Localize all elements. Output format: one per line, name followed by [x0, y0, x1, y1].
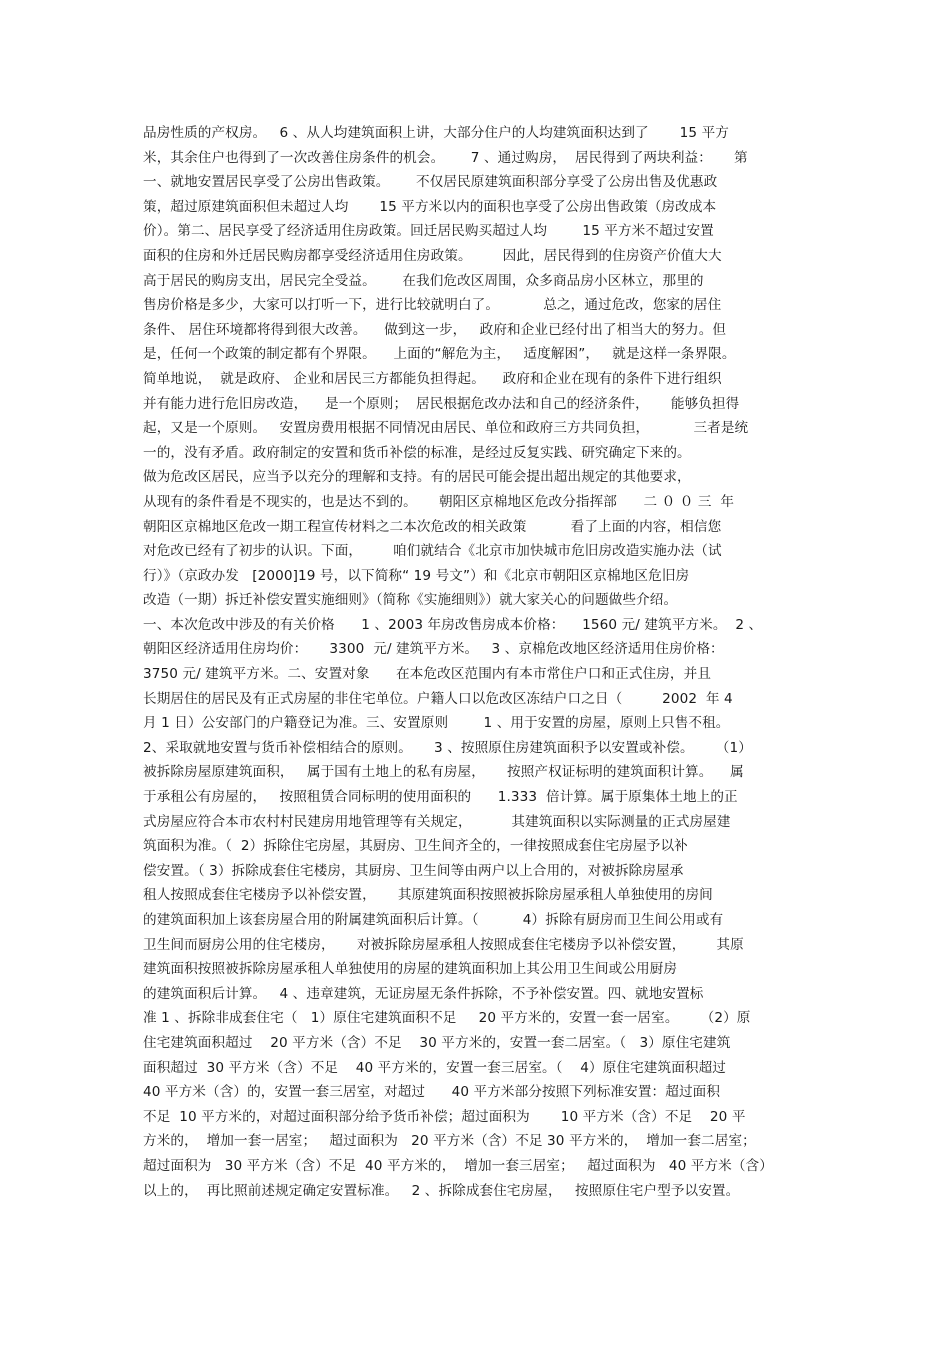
text-line: 品房性质的产权房。 6 、从人均建筑面积上讲，大部分住户的人均建筑面积达到了 15 平方: [143, 125, 729, 141]
text-line: 3750 元/ 建筑平方米。二、安置对象 在本危改区范围内有本市常住户口和正式住房，并且: [143, 666, 712, 683]
text-line: 改造（一期）拆迁补偿安置实施细则》（简称《实施细则》）就大家关心的问题做些介绍。: [143, 592, 678, 609]
text-line: 简单地说， 就是政府、 企业和居民三方都能负担得起。 政府和企业在现有的条件下进行组织: [143, 370, 722, 387]
text-line: 筑面积为准。（ 2）拆除住宅房屋，其厨房、卫生间齐全的，一律按照成套住宅房屋予以补: [143, 838, 688, 855]
text-line: 从现有的条件看是不现实的，也是达不到的。 朝阳区京棉地区危改分指挥部 二 ０ ０ 三 年: [143, 493, 735, 510]
text-line: 策，超过原建筑面积但未超过人均 15 平方米以内的面积也享受了公房出售政策（房改成本: [143, 198, 717, 215]
text-line: 朝阳区京棉地区危改一期工程宣传材料之二本次危改的相关政策 看了上面的内容，相信您: [143, 518, 722, 535]
text-line: 做为危改区居民，应当予以充分的理解和支持。有的居民可能会提出超出规定的其他要求，: [143, 469, 691, 486]
text-line: 一、就地安置居民享受了公房出售政策。 不仅居民原建筑面积部分享受了公房出售及优惠政: [143, 174, 718, 191]
text-line: 长期居住的居民及有正式房屋的非住宅单位。户籍人口以危改区冻结户口之日（ 2002 年 4: [143, 690, 733, 707]
text-line: 于承租公有房屋的， 按照租赁合同标明的使用面积的 1.333 倍计算。属于原集体土地上的正: [143, 789, 738, 806]
text-line: 起，又是一个原则。 安置房费用根据不同情况由居民、单位和政府三方共同负担， 三者是统: [143, 420, 749, 437]
text-line: 住宅建筑面积超过 20 平方米（含）不足 30 平方米的，安置一套二居室。（ 3）原住宅建筑: [143, 1034, 731, 1051]
text-line: 的建筑面积加上该套房屋合用的附属建筑面积后计算。（ 4）拆除有厨房而卫生间公用或有: [143, 912, 724, 928]
text-line: 行）》（京政办发 [2000]19 号，以下简称“ 19 号文”）和《北京市朝阳区京棉地区危旧房: [143, 567, 690, 584]
text-line: 2、采取就地安置与货币补偿相结合的原则。 3 、按照原住房建筑面积予以安置或补偿。 （1）: [143, 739, 752, 756]
text-line: 方米的， 增加一套一居室； 超过面积为 20 平方米（含）不足 30 平方米的， 增加一套二居室；: [143, 1133, 756, 1150]
text-line: 超过面积为 30 平方米（含）不足 40 平方米的， 增加一套三居室； 超过面积为 40 平方米（含）: [143, 1157, 773, 1174]
body-text: [143, 121, 808, 1203]
text-line: 建筑面积按照被拆除房屋承租人单独使用的房屋的建筑面积加上其公用卫生间或公用厨房: [143, 961, 678, 978]
text-line: 一的，没有矛盾。政府制定的安置和货币补偿的标准，是经过反复实践、研究确定下来的。: [143, 444, 691, 461]
text-line: 面积的住房和外迁居民购房都享受经济适用住房政策。 因此，居民得到的住房资产价值大大: [143, 247, 722, 264]
text-line: 准 1 、拆除非成套住宅（ 1）原住宅建筑面积不足 20 平方米的，安置一套一居室。 （2）原: [143, 1010, 751, 1027]
text-line: 面积超过 30 平方米（含）不足 40 平方米的，安置一套三居室。（ 4）原住宅建筑面积超过: [143, 1059, 726, 1076]
text-line: 月 1 日）公安部门的户籍登记为准。三、安置原则 1 、用于安置的房屋，原则上只售不租。: [143, 715, 730, 732]
text-line: 以上的， 再比照前述规定确定安置标准。 2 、拆除成套住宅房屋， 按照原住宅户型予以安置。: [143, 1182, 740, 1199]
text-line: 式房屋应符合本市农村村民建房用地管理等有关规定， 其建筑面积以实际测量的正式房屋建: [143, 813, 731, 830]
text-line: 售房价格是多少，大家可以打听一下，进行比较就明白了。 总之，通过危改，您家的居住: [143, 297, 722, 314]
text-line: 高于居民的购房支出，居民完全受益。 在我们危改区周围，众多商品房小区林立，那里的: [143, 272, 704, 289]
text-line: 条件、 居住环境都将得到很大改善。 做到这一步， 政府和企业已经付出了相当大的努力。但: [143, 321, 727, 338]
text-line: 租人按照成套住宅楼房予以补偿安置， 其原建筑面积按照被拆除房屋承租人单独使用的房间: [143, 887, 713, 904]
text-line: 卫生间而厨房公用的住宅楼房， 对被拆除房屋承租人按照成套住宅楼房予以补偿安置， 其原: [143, 936, 744, 953]
text-line: 不足 10 平方米的，对超过面积部分给予货币补偿；超过面积为 10 平方米（含）不足 20 平: [143, 1108, 746, 1125]
text-line: 的建筑面积后计算。 4 、违章建筑，无证房屋无条件拆除，不予补偿安置。四、就地安置标: [143, 985, 704, 1002]
text-line: 价）。第二、居民享受了经济适用住房政策。回迁居民购买超过人均 15 平方米不超过安置: [143, 223, 714, 240]
text-line: 朝阳区经济适用住房均价： 3300 元/ 建筑平方米。 3 、京棉危改地区经济适用住房价格：: [143, 641, 724, 658]
text-line: 40 平方米（含）的，安置一套三居室，对超过 40 平方米部分按照下列标准安置：超过面积: [143, 1084, 721, 1101]
text-line: 是，任何一个政策的制定都有个界限。 上面的“解危为主， 适度解困”， 就是这样一条界限。: [143, 346, 736, 363]
text-line: 偿安置。（ 3）拆除成套住宅楼房，其厨房、卫生间等由两户以上合用的，对被拆除房屋承: [143, 862, 684, 879]
text-line: 一、本次危改中涉及的有关价格 1 、2003 年房改售房成本价格： 1560 元/ 建筑平方米。 2 、: [143, 616, 763, 633]
text-line: 米，其余住户也得到了一次改善住房条件的机会。 7 、通过购房， 居民得到了两块利益： 第: [143, 149, 748, 166]
text-line: 并有能力进行危旧房改造， 是一个原则； 居民根据危改办法和自己的经济条件， 能够负担得: [143, 395, 740, 412]
text-line: 对危改已经有了初步的认识。下面， 咱们就结合《北京市加快城市危旧房改造实施办法（试: [143, 543, 722, 560]
text-line: 被拆除房屋原建筑面积， 属于国有土地上的私有房屋， 按照产权证标明的建筑面积计算。 属: [143, 764, 744, 781]
